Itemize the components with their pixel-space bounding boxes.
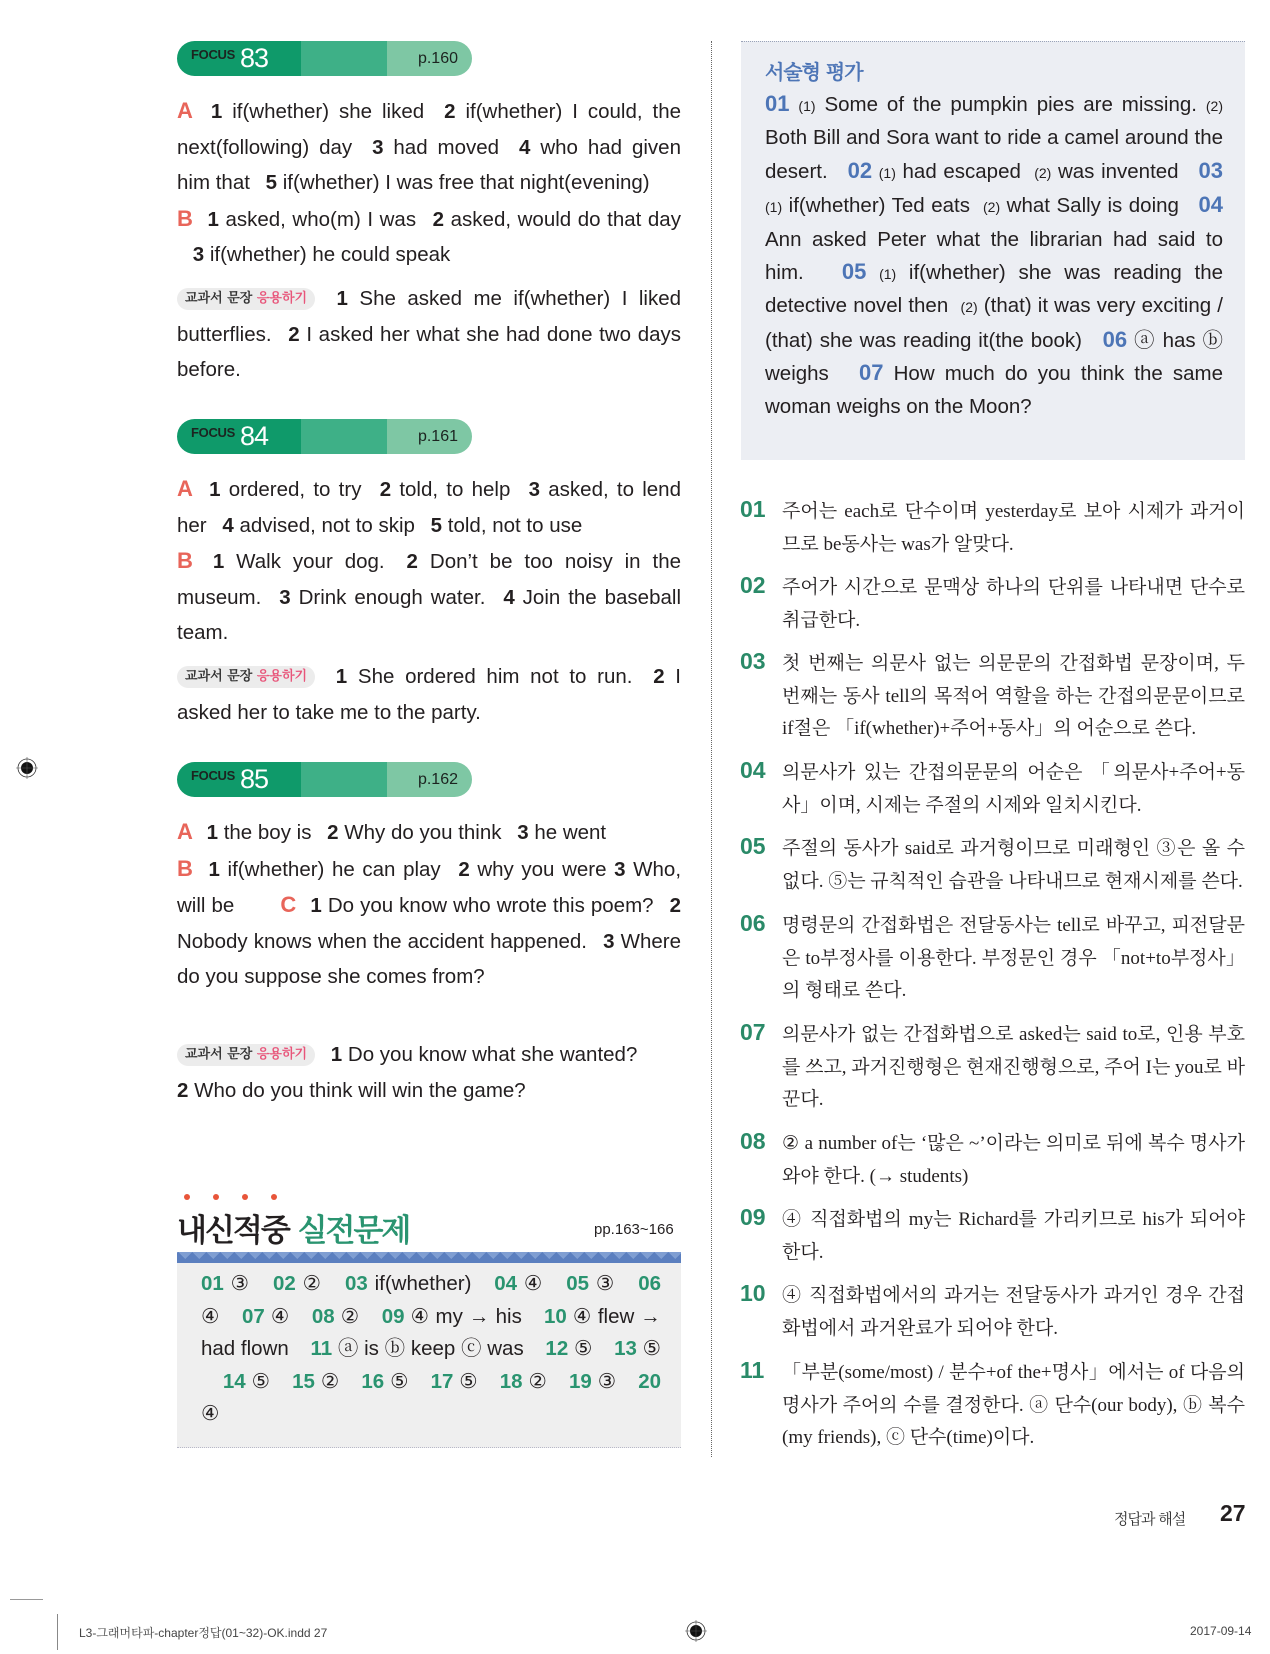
explanation-item: 07 의문사가 없는 간접화법으로 asked는 said to로, 인용 부호를 쓰고, 과거진행형은 현재진행형으로, 주어 I는 you로 바꾼다.	[740, 1019, 1246, 1110]
focus-number: 83	[240, 43, 269, 73]
section-marker-b: B	[177, 855, 193, 881]
exam-answers: 01 ③ 02 ② 03 if(whether) 04 ④ 05 ③ 06 ④ 07 ④ 08 ② 09 ④ my → his 10 ④ flew → had flown 11 ⓐ is ⓑ keep ⓒ was 12 ⑤ 13 ⑤ 14 ⑤ 15 ② 16 ⑤ 17 ⑤ 18 ② 19 ③ 20 ④	[201, 1272, 662, 1426]
explanation-item: 05 주절의 동사가 said로 과거형이므로 미래형인 ③은 올 수 없다. ⑤는 규칙적인 습관을 나타내므로 현재시제를 쓴다.	[740, 833, 1245, 892]
essay-answers: 01 (1) Some of the pumpkin pies are missing. (2) Both Bill and Sora want to ride a camel around the desert. 02 (1) had escaped (2) was invented 03 (1) if(whether) Ted eats (2) what Sally is doing 04 Ann asked Peter what the librarian had said to him. 05 (1) if(whether) she was reading the detective novel then (2) (that) it was very exciting / (that) she was reading it(the book) 06 ⓐ has ⓑ weighs 07 How much do you think the same woman weighs on the Moon?	[765, 91, 1224, 418]
focus-84-answers: A 1 ordered, to try 2 told, to help 3 asked, to lend her 4 advised, not to skip 5 told, not to use B 1 Walk your dog. 2 Don’t be too noisy in the museum. 3 Drink enough water. 4 Join the baseball team.	[177, 476, 682, 645]
essay-assessment-box	[741, 41, 1245, 460]
exam-page-range: pp.163~166	[594, 1221, 674, 1238]
essay-title: 서술형 평가	[765, 60, 863, 84]
zigzag-border	[177, 1252, 681, 1263]
slug-date: 2017-09-14	[1190, 1624, 1252, 1638]
explanation-item: 04 의문사가 있는 간접의문문의 어순은 「의문사+주어+동사」이며, 시제는 주절의 시제와 일치시킨다.	[740, 757, 1245, 816]
section-marker-b: B	[177, 548, 193, 574]
textbook-badge: 교과서 문장 응용하기	[177, 1044, 315, 1066]
exam-answer-box	[177, 1252, 681, 1448]
slug-filename: L3-그래머타파-chapter정답(01~32)-OK.indd 27	[79, 1626, 328, 1640]
registration-mark-icon	[685, 1620, 707, 1642]
focus-number: 85	[240, 764, 269, 794]
textbook-badge: 교과서 문장 응용하기	[177, 288, 315, 310]
title-emphasis-dots	[184, 1194, 277, 1200]
focus-85-answers: A 1 the boy is 2 Why do you think 3 he went B 1 if(whether) he can play 2 why you were 3 Who, will be C 1 Do you know who wrote this poem? 2 Nobody knows when the accident happened. 3 Where do you suppose she comes from?	[177, 819, 682, 989]
textbook-badge: 교과서 문장 응용하기	[177, 666, 315, 688]
explanation-item: 03 첫 번째는 의문사 없는 의문문의 간접화법 문장이며, 두 번째는 동사 tell의 목적어 역할을 하는 간접의문문이므로 if절은 「if(whether)+주어+동사」의 어순으로 쓴다.	[740, 648, 1245, 739]
focus-84-textbook-answers: 교과서 문장 응용하기 1 She ordered him not to run. 2 I asked her to take me to the party.	[177, 665, 681, 724]
focus-83-header	[177, 41, 472, 76]
explanation-item: 06 명령문의 간접화법은 전달동사는 tell로 바꾸고, 피전달문은 to부정사를 이용한다. 부정문인 경우 「not+to부정사」의 형태로 쓴다.	[740, 910, 1245, 1001]
focus-85-header	[177, 762, 472, 797]
explanation-item: 01 주어는 each로 단수이며 yesterday로 보아 시제가 과거이므로 be동사는 was가 알맞다.	[740, 496, 1245, 555]
section-marker-a: A	[177, 476, 193, 501]
focus-label: FOCUS	[191, 425, 236, 440]
focus-page-ref: p.161	[417, 427, 458, 445]
registration-mark-icon	[16, 757, 38, 779]
crop-mark	[57, 1614, 58, 1650]
crop-mark	[10, 1599, 43, 1600]
focus-83-textbook-answers: 교과서 문장 응용하기 1 She asked me if(whether) I liked butterflies. 2 I asked her what she had done two days before.	[177, 287, 681, 382]
section-marker-c: C	[280, 892, 297, 918]
focus-page-ref: p.160	[417, 49, 458, 67]
focus-page-ref: p.162	[417, 770, 458, 788]
focus-85-textbook-answers: 교과서 문장 응용하기 1 Do you know what she wanted? 2 Who do you think will win the game?	[177, 1043, 638, 1102]
column-divider	[711, 41, 712, 1457]
page-number: 27	[1220, 1500, 1246, 1526]
section-marker-b: B	[177, 205, 193, 231]
focus-84-header	[177, 419, 472, 454]
focus-83-answers: A 1 if(whether) she liked 2 if(whether) I could, the next(following) day 3 had moved 4 who had given him that 5 if(whether) I was free that night(evening) B 1 asked, who(m) I was 2 asked, would do that day 3 if(whether) he could speak	[177, 98, 682, 267]
section-marker-a: A	[177, 819, 193, 844]
focus-label: FOCUS	[191, 47, 236, 62]
exam-section-title: 내신적중 실전문제	[177, 1213, 410, 1249]
explanation-item: 11 「부분(some/most) / 분수+of the+명사」에서는 of 다음의 명사가 주어의 수를 결정한다. ⓐ 단수(our body), ⓑ 복수(my friends), ⓒ 단수(time)이다.	[740, 1357, 1245, 1448]
explanation-item: 09 ④ 직접화법의 my는 Richard를 가리키므로 his가 되어야 한다.	[740, 1204, 1245, 1263]
explanation-item: 02 주어가 시간으로 문맥상 하나의 단위를 나타내면 단수로 취급한다.	[740, 572, 1245, 631]
section-marker-a: A	[177, 98, 193, 123]
explanation-item: 10 ④ 직접화법에서의 과거는 전달동사가 과거인 경우 간접화법에서 과거완료가 되어야 한다.	[740, 1280, 1245, 1339]
explanation-item: 08 ② a number of는 ‘많은 ~’이라는 의미로 뒤에 복수 명사가 와야 한다. (→ students)	[740, 1128, 1245, 1187]
footer-section-label: 정답과 해설	[1114, 1510, 1186, 1528]
focus-number: 84	[240, 421, 269, 451]
focus-label: FOCUS	[191, 768, 236, 783]
